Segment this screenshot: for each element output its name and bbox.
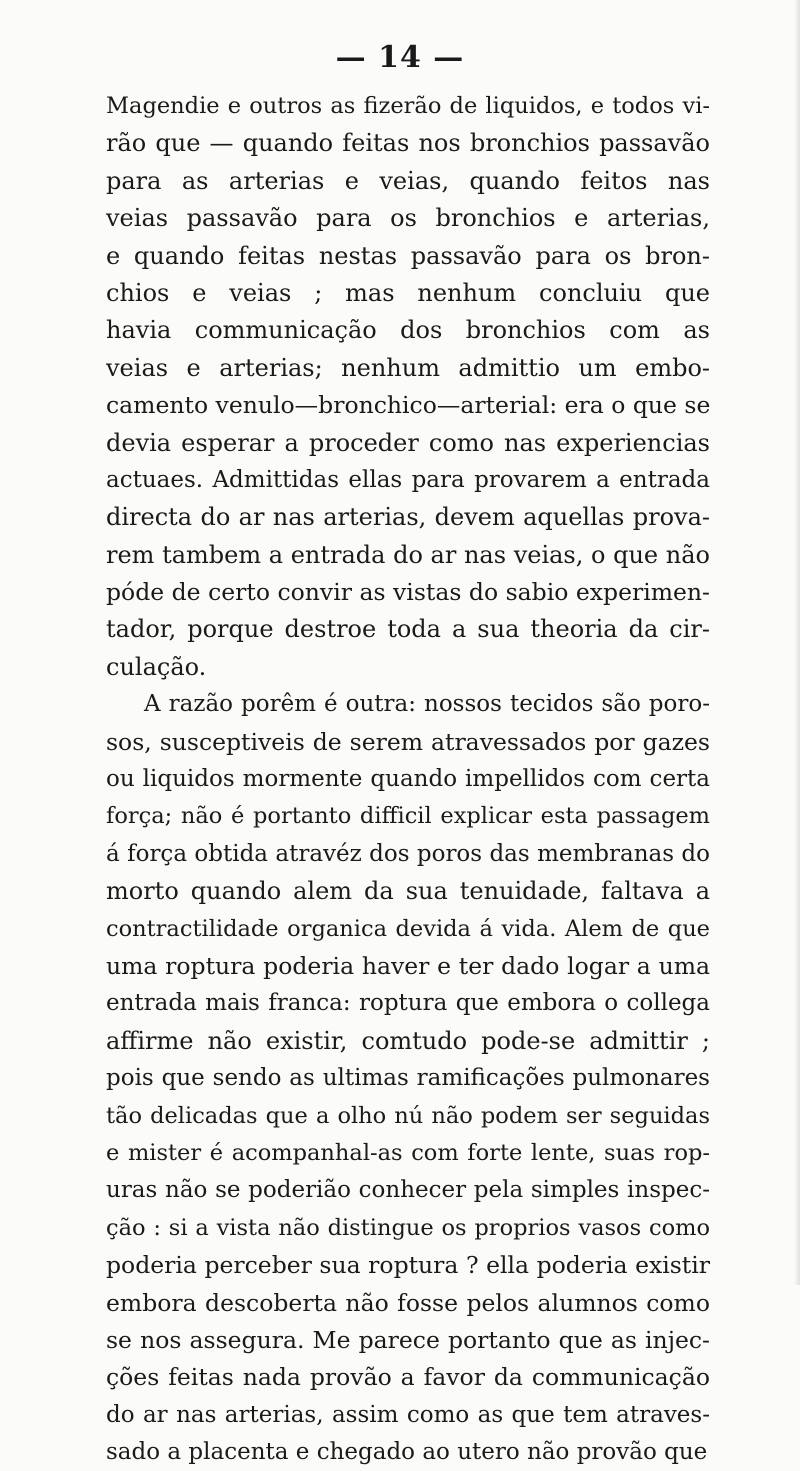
body-text bbox=[106, 88, 710, 1471]
text-line: força; não é portanto difficil explicar esta passagem bbox=[106, 803, 710, 830]
text-line: ções feitas nada provão a favor da communicação bbox=[106, 1363, 710, 1392]
text-line: uma roptura poderia haver e ter dado logar a uma bbox=[106, 951, 710, 980]
text-line: veias e arterias; nenhum admittio um embo- bbox=[106, 353, 710, 382]
text-line: camento venulo—bronchico—arterial: era o que se bbox=[106, 391, 711, 420]
text-line: tador, porque destroe toda a sua theoria da cir- bbox=[106, 615, 710, 644]
text-line: se nos assegura. Me parece portanto que as injec- bbox=[106, 1325, 710, 1354]
text-line: ou liquidos mormente quando impellidos com certa bbox=[106, 766, 710, 793]
text-line: do ar nas arterias, assim como as que tem atraves- bbox=[106, 1401, 710, 1428]
text-line: chios e veias ; mas nenhum concluiu que bbox=[106, 278, 710, 307]
text-line: rem tambem a entrada do ar nas veias, o que não bbox=[106, 540, 710, 569]
text-line: e mister é acompanhal-as com forte lente, suas rop- bbox=[106, 1139, 710, 1166]
text-line: Magendie e outros as fizerão de liquidos, e todos vi- bbox=[106, 93, 710, 119]
text-line: entrada mais franca: roptura que embora o collega bbox=[106, 990, 710, 1017]
text-line: tão delicadas que a olho nú não podem ser seguidas bbox=[106, 1102, 710, 1129]
text-line: á força obtida atravéz dos poros das membranas do bbox=[106, 840, 710, 867]
text-line: directa do ar nas arterias, devem aquellas prova- bbox=[106, 503, 710, 532]
paragraph-end-line: culação. bbox=[106, 652, 207, 681]
text-line: morto quando alem da sua tenuidade, faltava a bbox=[106, 877, 710, 906]
paragraph-start-line: A razão porêm é outra: nossos tecidos são poro- bbox=[144, 691, 710, 718]
text-line: devia esperar a proceder como nas experiencias bbox=[106, 428, 710, 457]
text-line: póde de certo convir as vistas do sabio experimen- bbox=[106, 578, 710, 607]
page-number: — 14 — bbox=[335, 40, 465, 75]
text-line: contractilidade organica devida á vida. Alem de que bbox=[106, 915, 710, 942]
text-line: actuaes. Admittidas ellas para provarem a entrada bbox=[106, 466, 710, 493]
text-line: embora descoberta não fosse pelos alumnos como bbox=[106, 1288, 710, 1317]
text-line: affirme não existir, comtudo pode-se admittir ; bbox=[106, 1026, 710, 1055]
text-line: uras não se poderião conhecer pela simples inspec- bbox=[106, 1177, 710, 1204]
page-edge-shadow bbox=[794, 0, 800, 1285]
text-line: rão que — quando feitas nos bronchios passavão bbox=[106, 129, 710, 158]
text-line: para as arterias e veias, quando feitos nas bbox=[106, 166, 710, 195]
text-line: ção : si a vista não distingue os proprios vasos como bbox=[106, 1214, 710, 1241]
text-line: pois que sendo as ultimas ramificações pulmonares bbox=[106, 1065, 710, 1092]
text-line: e quando feitas nestas passavão para os bron- bbox=[106, 241, 710, 270]
text-line: sado a placenta e chegado ao utero não provão que bbox=[106, 1439, 708, 1466]
text-line: havia communicação dos bronchios com as bbox=[106, 316, 710, 345]
text-line: veias passavão para os bronchios e arterias, bbox=[106, 204, 710, 233]
text-line: poderia perceber sua roptura ? ella poderia existir bbox=[106, 1251, 710, 1280]
text-line: sos, susceptiveis de serem atravessados por gazes bbox=[106, 727, 710, 756]
